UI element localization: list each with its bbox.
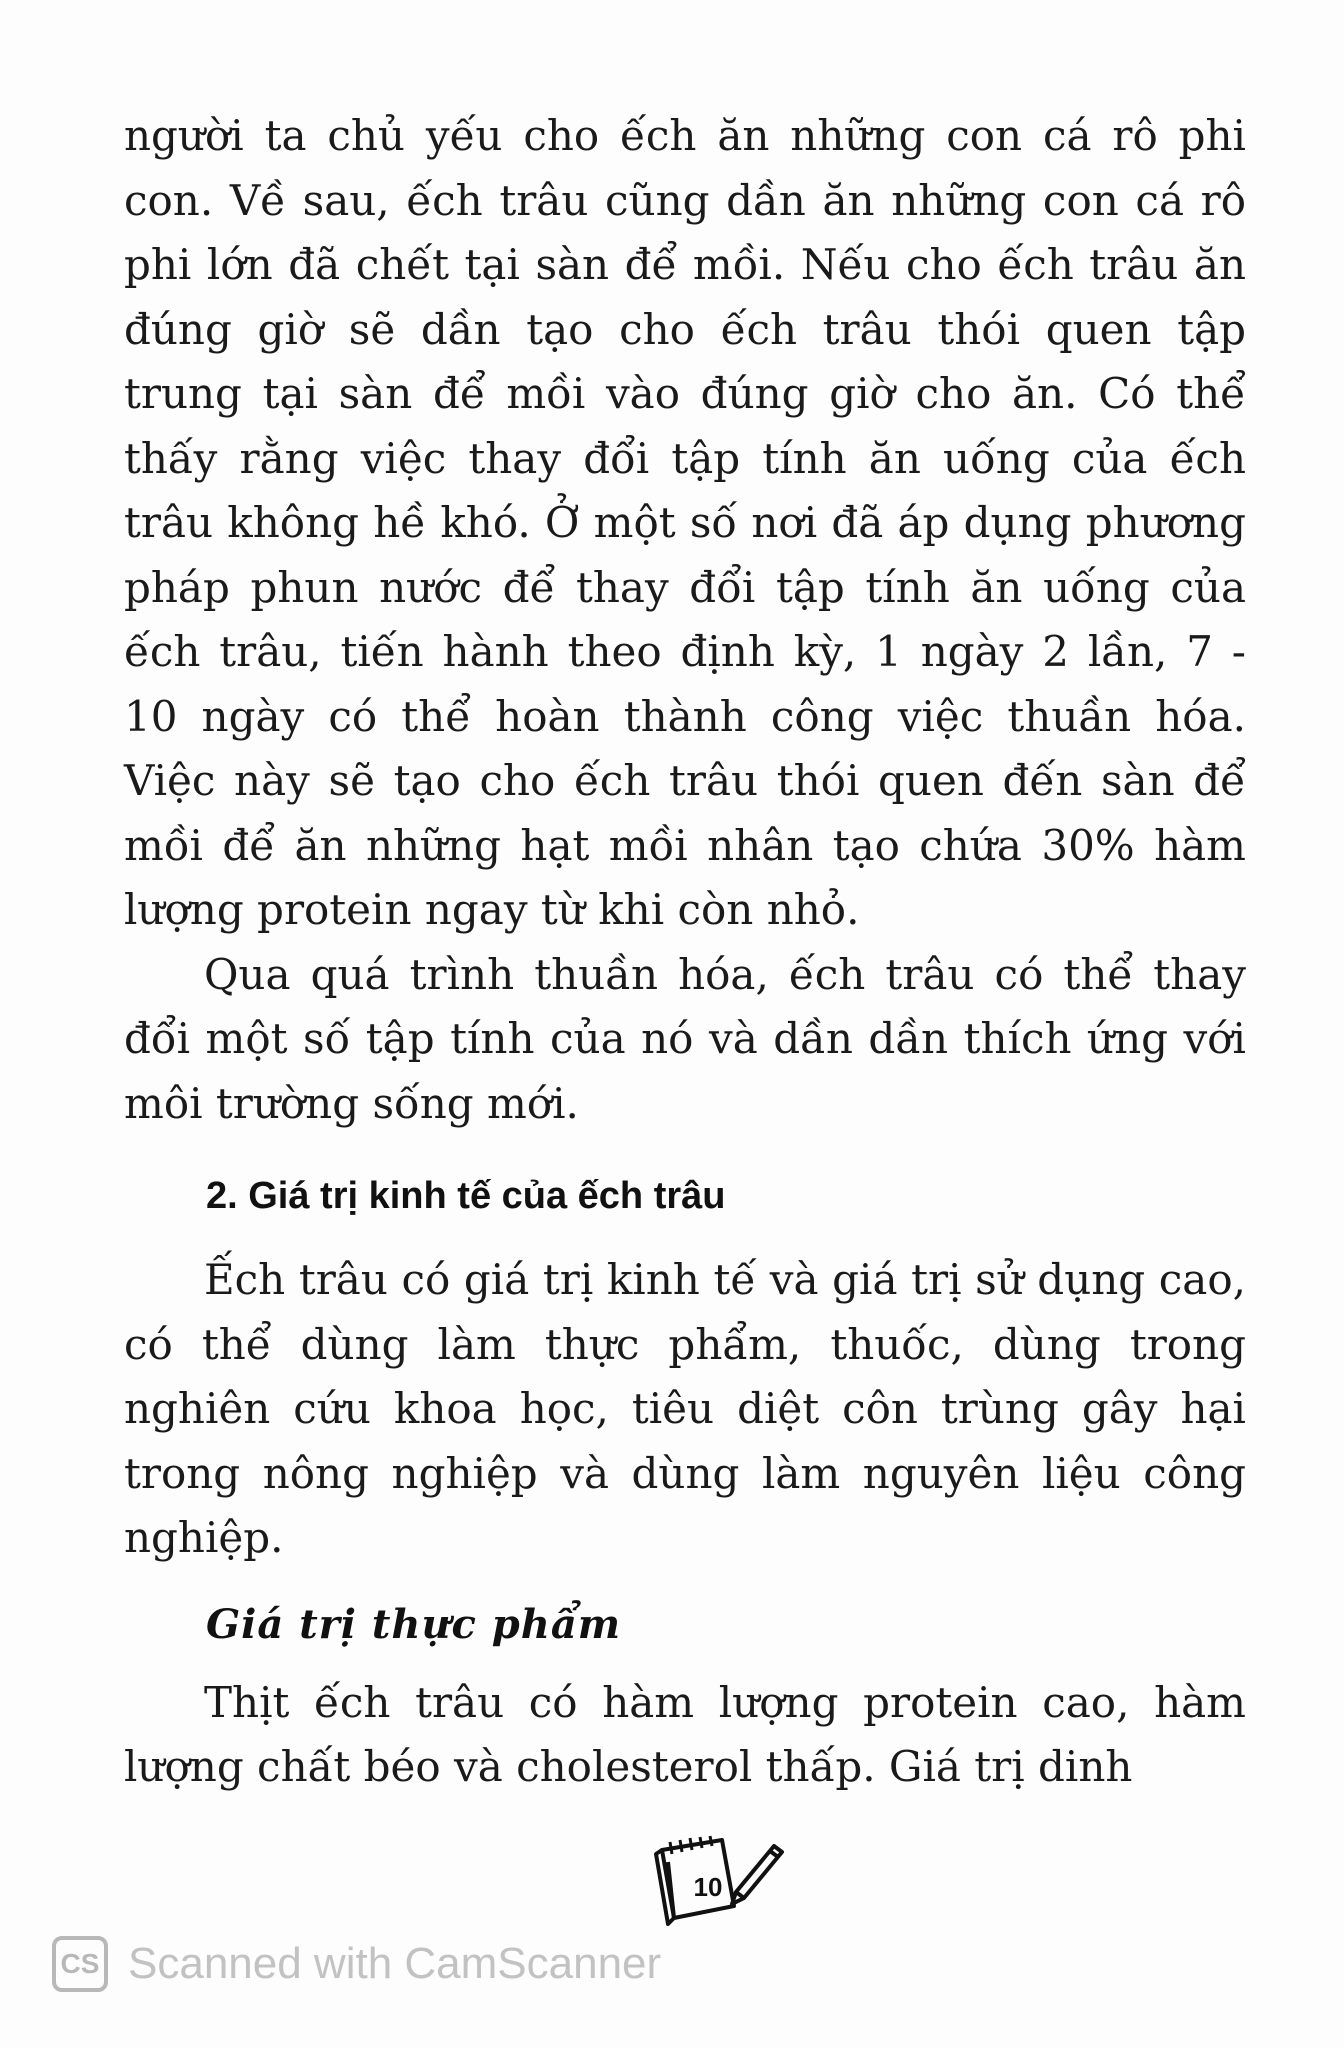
camscanner-logo: CS [52, 1936, 108, 1992]
paragraph-domestication: Qua quá trình thuần hóa, ếch trâu có thể thay đổi một số tập tính của nó và dần dần thích ứng với môi trường sống mới. [124, 949, 1246, 1128]
camscanner-watermark [52, 1932, 661, 1996]
paragraph-economic-value: Ếch trâu có giá trị kinh tế và giá trị sử dụng cao, có thể dùng làm thực phẩm, thuốc, dùng trong nghiên cứu khoa học, tiêu diệt côn trùng gây hại trong nông nghiệp và dùng làm nguyên liệu công nghiệp. [124, 1255, 1246, 1562]
paragraph-continued: người ta chủ yếu cho ếch ăn những con cá rô phi con. Về sau, ếch trâu cũng dần ăn những con cá rô phi lớn đã chết tại sàn để mồi. Nếu cho ếch trâu ăn đúng giờ sẽ dần tạo cho ếch trâu thói quen tập trung tại sàn để mồi vào đúng giờ cho ăn. Có thể thấy rằng việc thay đổi tập tính ăn uống của ếch trâu không hề khó. Ở một số nơi đã áp dụng phương pháp phun nước để thay đổi tập tính ăn uống của ếch trâu, tiến hành theo định kỳ, 1 ngày 2 lần, 7 - 10 ngày có thể hoàn thành công việc thuần hóa. Việc này sẽ tạo cho ếch trâu thói quen đến sàn để mồi để ăn những hạt mồi nhân tạo chứa 30% hàm lượng protein ngay từ khi còn nhỏ. [124, 111, 1246, 934]
section-heading: 2. Giá trị kinh tế của ếch trâu [206, 1175, 726, 1217]
sub-heading: Giá trị thực phẩm [206, 1600, 622, 1648]
watermark-text: Scanned with CamScanner [128, 1939, 662, 1988]
page-number: 10 [693, 1872, 723, 1902]
body-text [124, 104, 1246, 1800]
paragraph-food-value: Thịt ếch trâu có hàm lượng protein cao, hàm lượng chất béo và cholesterol thấp. Giá trị dinh [124, 1677, 1246, 1791]
